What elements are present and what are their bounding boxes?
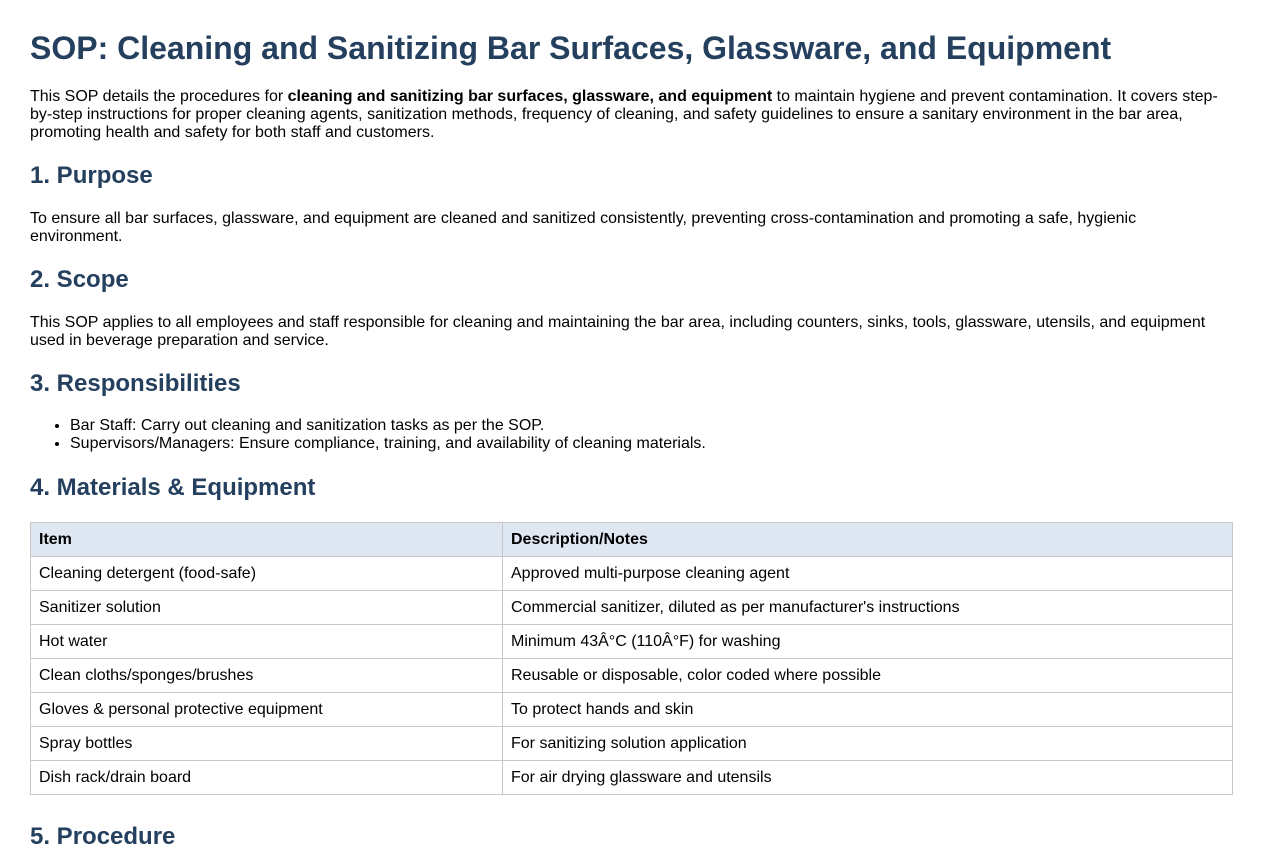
responsibilities-list (30, 417, 706, 453)
section-heading-procedure: 5. Procedure (30, 823, 176, 850)
list-item: • Bar Staff: Carry out cleaning and sanitization tasks as per the SOP. (70, 417, 706, 435)
table-cell-description: Minimum 43Â°C (110Â°F) for washing (503, 625, 1233, 659)
list-item: • Supervisors/Managers: Ensure compliance, training, and availability of cleaning materials. (70, 435, 706, 453)
table-row (31, 727, 1233, 761)
table-cell-description: For air drying glassware and utensils (503, 761, 1233, 795)
table-cell-item: Dish rack/drain board (31, 761, 503, 795)
table-cell-item: Sanitizer solution (31, 591, 503, 625)
table-cell-item: Hot water (31, 625, 503, 659)
intro-paragraph (30, 88, 1230, 142)
table-cell-description: Reusable or disposable, color coded where possible (503, 659, 1233, 693)
section-heading-scope: 2. Scope (30, 266, 129, 293)
table-cell-description: To protect hands and skin (503, 693, 1233, 727)
intro-text-bold: cleaning and sanitizing bar surfaces, glassware, and equipment (287, 88, 773, 105)
table-header-row (31, 523, 1233, 557)
page-title: SOP: Cleaning and Sanitizing Bar Surfaces, Glassware, and Equipment (30, 30, 1112, 66)
table-row (31, 591, 1233, 625)
table-cell-item: Spray bottles (31, 727, 503, 761)
table-cell-description: For sanitizing solution application (503, 727, 1233, 761)
table-row (31, 659, 1233, 693)
section-heading-materials: 4. Materials & Equipment (30, 474, 316, 501)
column-header-description: Description/Notes (503, 523, 1233, 557)
column-header-item: Item (31, 523, 503, 557)
table-cell-item: Clean cloths/sponges/brushes (31, 659, 503, 693)
materials-table (30, 522, 1233, 795)
intro-text-end: to maintain hygiene and prevent contamination. It covers step-by-step instructions for proper cleaning agents, sanitization methods, frequency of cleaning, and safety guidelines to ensure a sanitary environment in the bar area, promoting health and safety for both staff and customers. (30, 88, 1218, 141)
table-cell-item: Cleaning detergent (food-safe) (31, 557, 503, 591)
table-row (31, 761, 1233, 795)
table-cell-item: Gloves & personal protective equipment (31, 693, 503, 727)
scope-text: This SOP applies to all employees and staff responsible for cleaning and maintaining the bar area, including counters, sinks, tools, glassware, utensils, and equipment used in beverage preparation and service. (30, 314, 1206, 349)
intro-text-start: This SOP details the procedures for (30, 88, 288, 105)
table-cell-description: Approved multi-purpose cleaning agent (503, 557, 1233, 591)
table-row (31, 693, 1233, 727)
table-row (31, 557, 1233, 591)
section-heading-purpose: 1. Purpose (30, 162, 153, 189)
purpose-text: To ensure all bar surfaces, glassware, and equipment are cleaned and sanitized consistently, preventing cross-contamination and promoting a safe, hygienic environment. (30, 210, 1137, 245)
table-row (31, 625, 1233, 659)
table-cell-description: Commercial sanitizer, diluted as per manufacturer's instructions (503, 591, 1233, 625)
section-heading-responsibilities: 3. Responsibilities (30, 370, 241, 397)
